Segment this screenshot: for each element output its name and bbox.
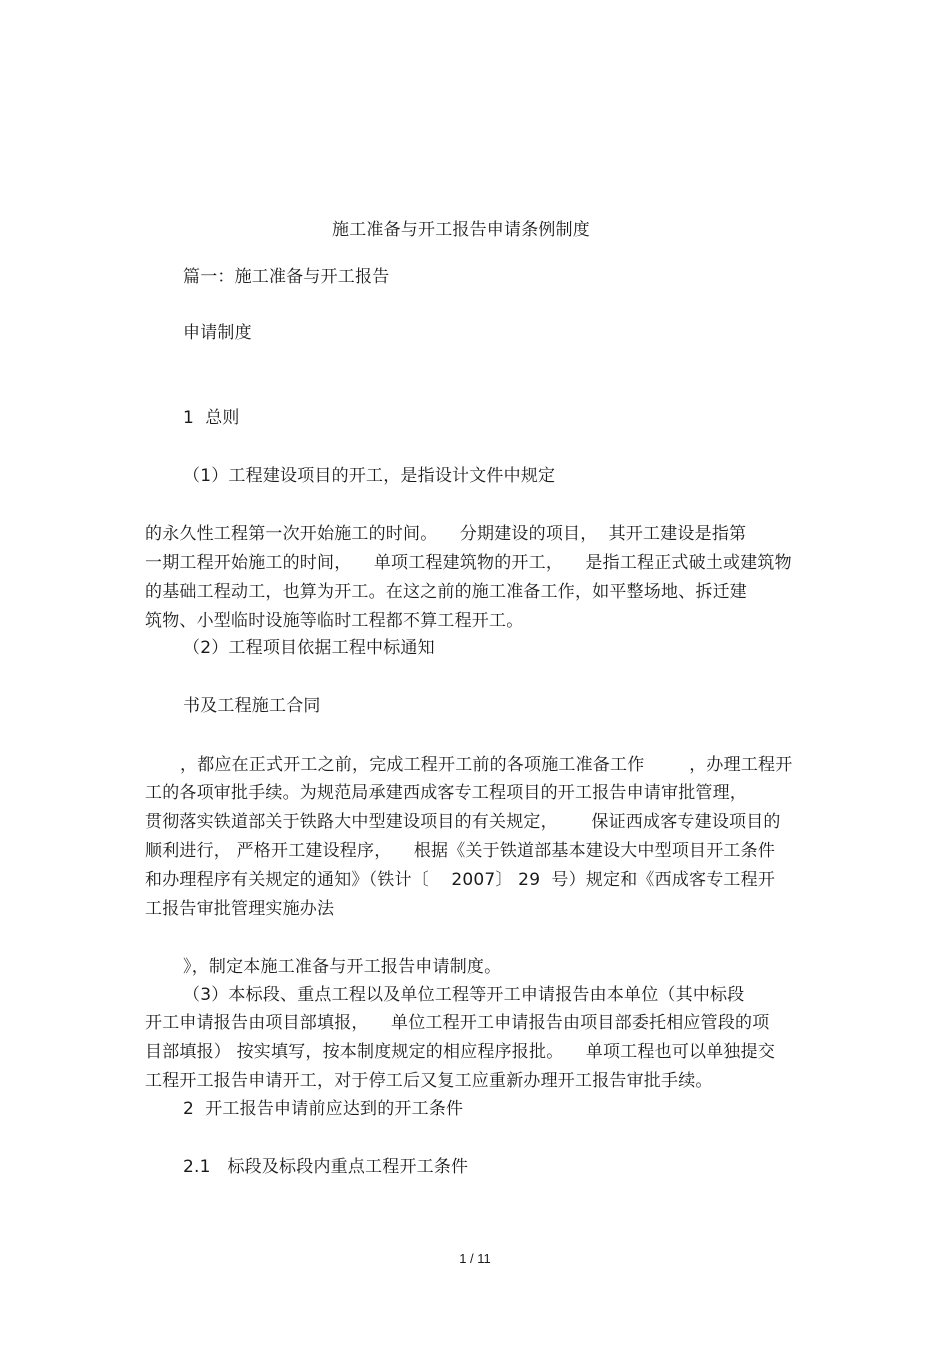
paragraph-3-line: 工程开工报告申请开工，对于停工后又复工应重新办理开工报告审批手续。 (145, 1071, 713, 1091)
paragraph-2-lead: （2）工程项目依据工程中标通知 (183, 638, 435, 658)
paragraph-2-line: 工报告审批管理实施办法 (145, 899, 335, 919)
paragraph-3-line: 开工申请报告由项目部填报， 单位工程开工申请报告由项目部委托相应管段的项 (145, 1013, 770, 1033)
paragraph-1-line: 一期工程开始施工的时间， 单项工程建筑物的开工， 是指工程正式破土或建筑物 (145, 553, 792, 573)
section-2-1-heading: 2.1 标段及标段内重点工程开工条件 (183, 1157, 469, 1177)
paragraph-2-tail: 》，制定本施工准备与开工报告申请制度。 (183, 957, 502, 977)
document-title: 施工准备与开工报告申请条例制度 (332, 220, 590, 240)
paragraph-2-line: 贯彻落实铁道部关于铁路大中型建设项目的有关规定， 保证西成客专建设项目的 (145, 812, 781, 832)
section-1-heading: 1 总则 (183, 408, 240, 428)
paragraph-2-continuation: 书及工程施工合同 (183, 696, 321, 716)
subtitle-line-1: 篇一：施工准备与开工报告 (183, 267, 390, 287)
paragraph-1-line: 的永久性工程第一次开始施工的时间。 分期建设的项目， 其开工建设是指第 (145, 524, 747, 544)
paragraph-2-line: 和办理程序有关规定的通知》（铁计〔 2007〕 29 号）规定和《西成客专工程开 (145, 870, 776, 890)
paragraph-1-line: 筑物、小型临时设施等临时工程都不算工程开工。 (145, 611, 524, 631)
paragraph-3-line: （3）本标段、重点工程以及单位工程等开工申请报告由本单位（其中标段 (183, 985, 745, 1005)
paragraph-3-line: 目部填报） 按实填写，按本制度规定的相应程序报批。 单项工程也可以单独提交 (145, 1042, 776, 1062)
paragraph-2-line: ，都应在正式开工之前，完成工程开工前的各项施工准备工作 ，办理工程开 (180, 755, 793, 775)
paragraph-2-line: 工的各项审批手续。为规范局承建西成客专工程项目的开工报告申请审批管理， (145, 783, 747, 803)
paragraph-1-line: 的基础工程动工，也算为开工。在这之前的施工准备工作，如平整场地、拆迁建 (145, 582, 747, 602)
subtitle-line-2: 申请制度 (183, 323, 252, 343)
section-2-heading: 2 开工报告申请前应达到的开工条件 (183, 1099, 464, 1119)
paragraph-1-lead: （1）工程建设项目的开工，是指设计文件中规定 (183, 466, 556, 486)
paragraph-2-line: 顺利进行， 严格开工建设程序， 根据《关于铁道部基本建设大中型项目开工条件 (145, 841, 776, 861)
page-indicator: 1 / 11 (459, 1251, 491, 1266)
